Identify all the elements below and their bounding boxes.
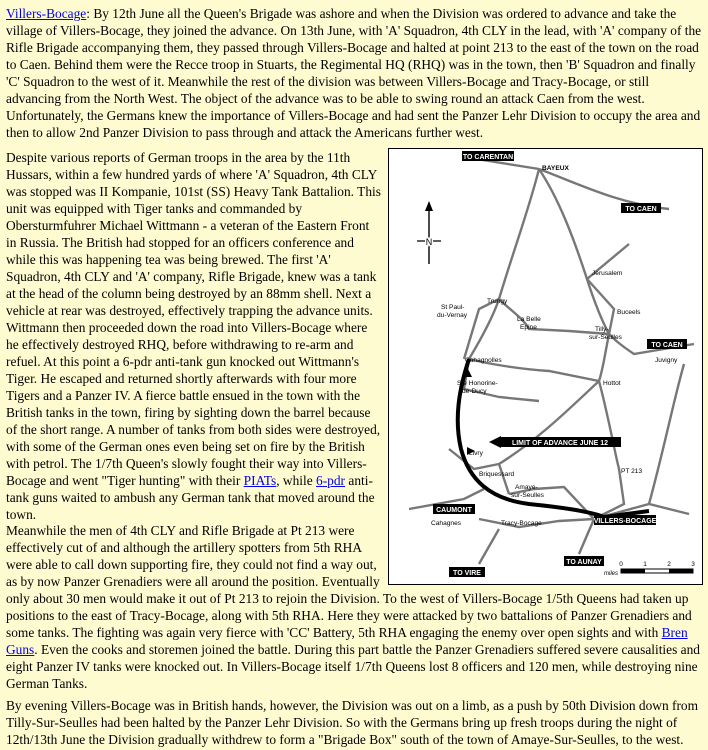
pt213-name: PT 213 [621, 468, 643, 475]
to-carentan-label: TO CARENTAN [462, 154, 514, 161]
to-aunay-label: TO AUNAY [566, 559, 602, 566]
hottot-name: Hottot [603, 380, 621, 387]
villers-bocage-label: VILLERS-BOCAGE [593, 518, 657, 525]
wittmann-end: anti-tank guns waited to ambush any German tank that moved around the town. [6, 473, 375, 522]
road-stpaul [464, 299, 499, 359]
wittmann-text: Despite various reports of German troops in the area by the 11th Hussars, within a few hundred yards of where 'A' Squadron, 4th CLY was stopped was II Kompanie, 101st (SS) Heavy Tank Battalion. This unit was equipped with Tiger tanks and commanded by Obersturmfuhrer Michael Wittmann - a veteran of the Eastern Front in Russia. The British had stopped for an officers conference and while this was happening tea was being brewed. The first 'A' Squadron, 4th CLY and 'A' company, Rifle Brigade, knew was a tank at the head of the column being destroyed by an 88mm shell. Next a vehicle at rear was destroyed, effectively trapping the advance units. Wittmann then proceeded down the road into Villers-Bocage where he effectively destroyed RHQ, before withdrawing to re-arm and refuel. At this point a 6-pdr anti-tank gun knocked out Wittmann's Tiger. He escaped and returned shortly afterwards with four more Tigers and a Panzer IV. A fierce battle ensued in the town with the British tanks in the town, firing by sighting down the barrel because of the short range. A number of tanks from both sides were destroyed, with some of the German ones even being set on fire by the British with petrol. The 1/7th Queen's slowly fought their way into Villers-Bocage and went "Tiger hunting" with their [6, 150, 381, 488]
st-paul-name-2: du-Vernay [437, 312, 468, 319]
limit-arrow [489, 436, 501, 448]
bayeux-name: BAYEUX [542, 165, 569, 172]
battle-map [388, 148, 703, 585]
jerusalem-name: Jerusalem [592, 270, 623, 277]
tracy-bocage-name: Tracy-Bocage [501, 520, 542, 527]
road-hottot-villers [594, 381, 624, 519]
road-tilly-hottot [599, 334, 609, 381]
limit-of-advance-label: LIMIT OF ADVANCE JUNE 12 [511, 440, 609, 447]
briquessard-name: Briquessard [479, 471, 515, 478]
cahagnes-name: Cahagnes [431, 520, 462, 527]
6pdr-link[interactable]: 6-pdr [316, 473, 346, 488]
ste-honorine-name-1: Ste Honorine- [457, 380, 498, 387]
scale-tick-1: 1 [643, 561, 647, 568]
la-belle-name-2: Epine [520, 324, 537, 331]
intro-paragraph [6, 5, 702, 141]
cahagnolles-name: Cahagnolles [465, 357, 502, 364]
to-caen-mid-label: TO CAEN [651, 342, 683, 349]
to-vire-label: TO VIRE [453, 570, 481, 577]
wittmann-mid: , while [276, 473, 317, 488]
pt213-text-end: . Even the cooks and storemen joined the battle. During this part battle the Panzer Grenadiers suffered severe causalities and eight Panzer IV tanks were knocked out. In Villers-Bocage itself 1/7th Queens lost 8 officers and 120 men, while destroying nine German Tanks. [6, 642, 700, 691]
piats-link[interactable]: PIATs [243, 473, 277, 488]
la-belle-name-1: La Belle [517, 316, 541, 323]
scale-unit: miles [603, 571, 619, 577]
road-labelle [499, 299, 609, 334]
road-vire [479, 529, 499, 564]
to-caen-top-label: TO CAEN [625, 206, 657, 213]
withdrawal-paragraph: By evening Villers-Bocage was in British hands, however, the Division was out on a limb, as a push by 50th Division down from Tilly-Sur-Seulles had been halted by the Panzer Lehr Division. So with the Germans bring up fresh troops during the night of 12th/13th June the Division gradually withdrew to form a "Brigade Box" south of the town of Amaye-Sur-Seulles, to the west. [6, 698, 699, 747]
bren-guns-link[interactable]: Bren Guns [6, 625, 688, 657]
tilly-name-2: sur-Seulles [589, 334, 622, 341]
scale-tick-0: 0 [619, 561, 623, 568]
svg-text:N: N [425, 237, 433, 247]
buceels-name: Buceels [617, 309, 641, 316]
intro-text: : By 12th June all the Queen's Brigade was ashore and when the Division was ordered to advance and take the village of Villers-Bocage, they joined the advance. On 13th June, with 'A' Squadron, 4th CLY in the lead, with 'A' company of the Rifle Brigade accompanying them, they passed through Villers-Bocage and halted at point 213 to the east of the town on the road to Caen. Behind them were the Recce troop in Stuarts, the Regimental HQ (RHQ) was in the town, then 'B' Squadron and finally 'C' Squadron to the west of it. Meanwhile the rest of the division was between Villers-Bocage and Tracy-Bocage, or still advancing from the North West. The object of the advance was to be able to swing round an attack Caen from the west. Unfortunately, the Germans knew the importance of Villers-Bocage and had sent the Panzer Lehr Division to occupy the area and then to allow 2nd Panzer Division to pass through and attack the Americans further west. [6, 6, 702, 140]
scale-tick-2: 2 [667, 561, 671, 568]
juvigny-name: Juvigny [655, 357, 678, 364]
scale-tick-3: 3 [691, 561, 695, 568]
amaye-name-2: sur-Seulles [511, 492, 544, 499]
road-aunay [579, 519, 594, 554]
north-arrow [417, 201, 441, 264]
villers-bocage-link[interactable]: Villers-Bocage [6, 6, 87, 21]
scale-bar [604, 561, 695, 577]
road-bayeux-tilly [539, 169, 609, 334]
ste-honorine-name-2: de-Ducy [462, 388, 487, 395]
tilly-name-1: Tilly- [595, 326, 609, 333]
caumont-label: CAUMONT [436, 507, 472, 514]
amaye-name-1: Amaye- [515, 484, 538, 491]
wittmann-paragraph [6, 149, 382, 523]
trungy-name: Trungy [487, 298, 508, 305]
pt213-text: Meanwhile the men of 4th CLY and Rifle Brigade at Pt 213 were effectively cut of and although the artillery spotters from 5th RHA were able to call down supporting fire, they could not find a way out, as by now Panzer Grenadiers were all around the position. Eventually only about 30 men would make it out of Pt 213 to rejoin the Division. To the west of Villers-Bocage 1/5th Queens had taken up positions to the east of Tracy-Bocage, along with 5th RHA. Here they were attacked by two battalions of Panzer Grenadiers and some tanks. The fighting was again very fierce with 'CC' Battery, 5th RHA engaging the enemy over open sights and with [6, 523, 692, 640]
st-paul-name-1: St Paul- [441, 304, 465, 311]
livry-name: Livry [469, 450, 483, 457]
road-villers-caen [649, 364, 684, 504]
road-hottot-briquessard [499, 381, 599, 464]
